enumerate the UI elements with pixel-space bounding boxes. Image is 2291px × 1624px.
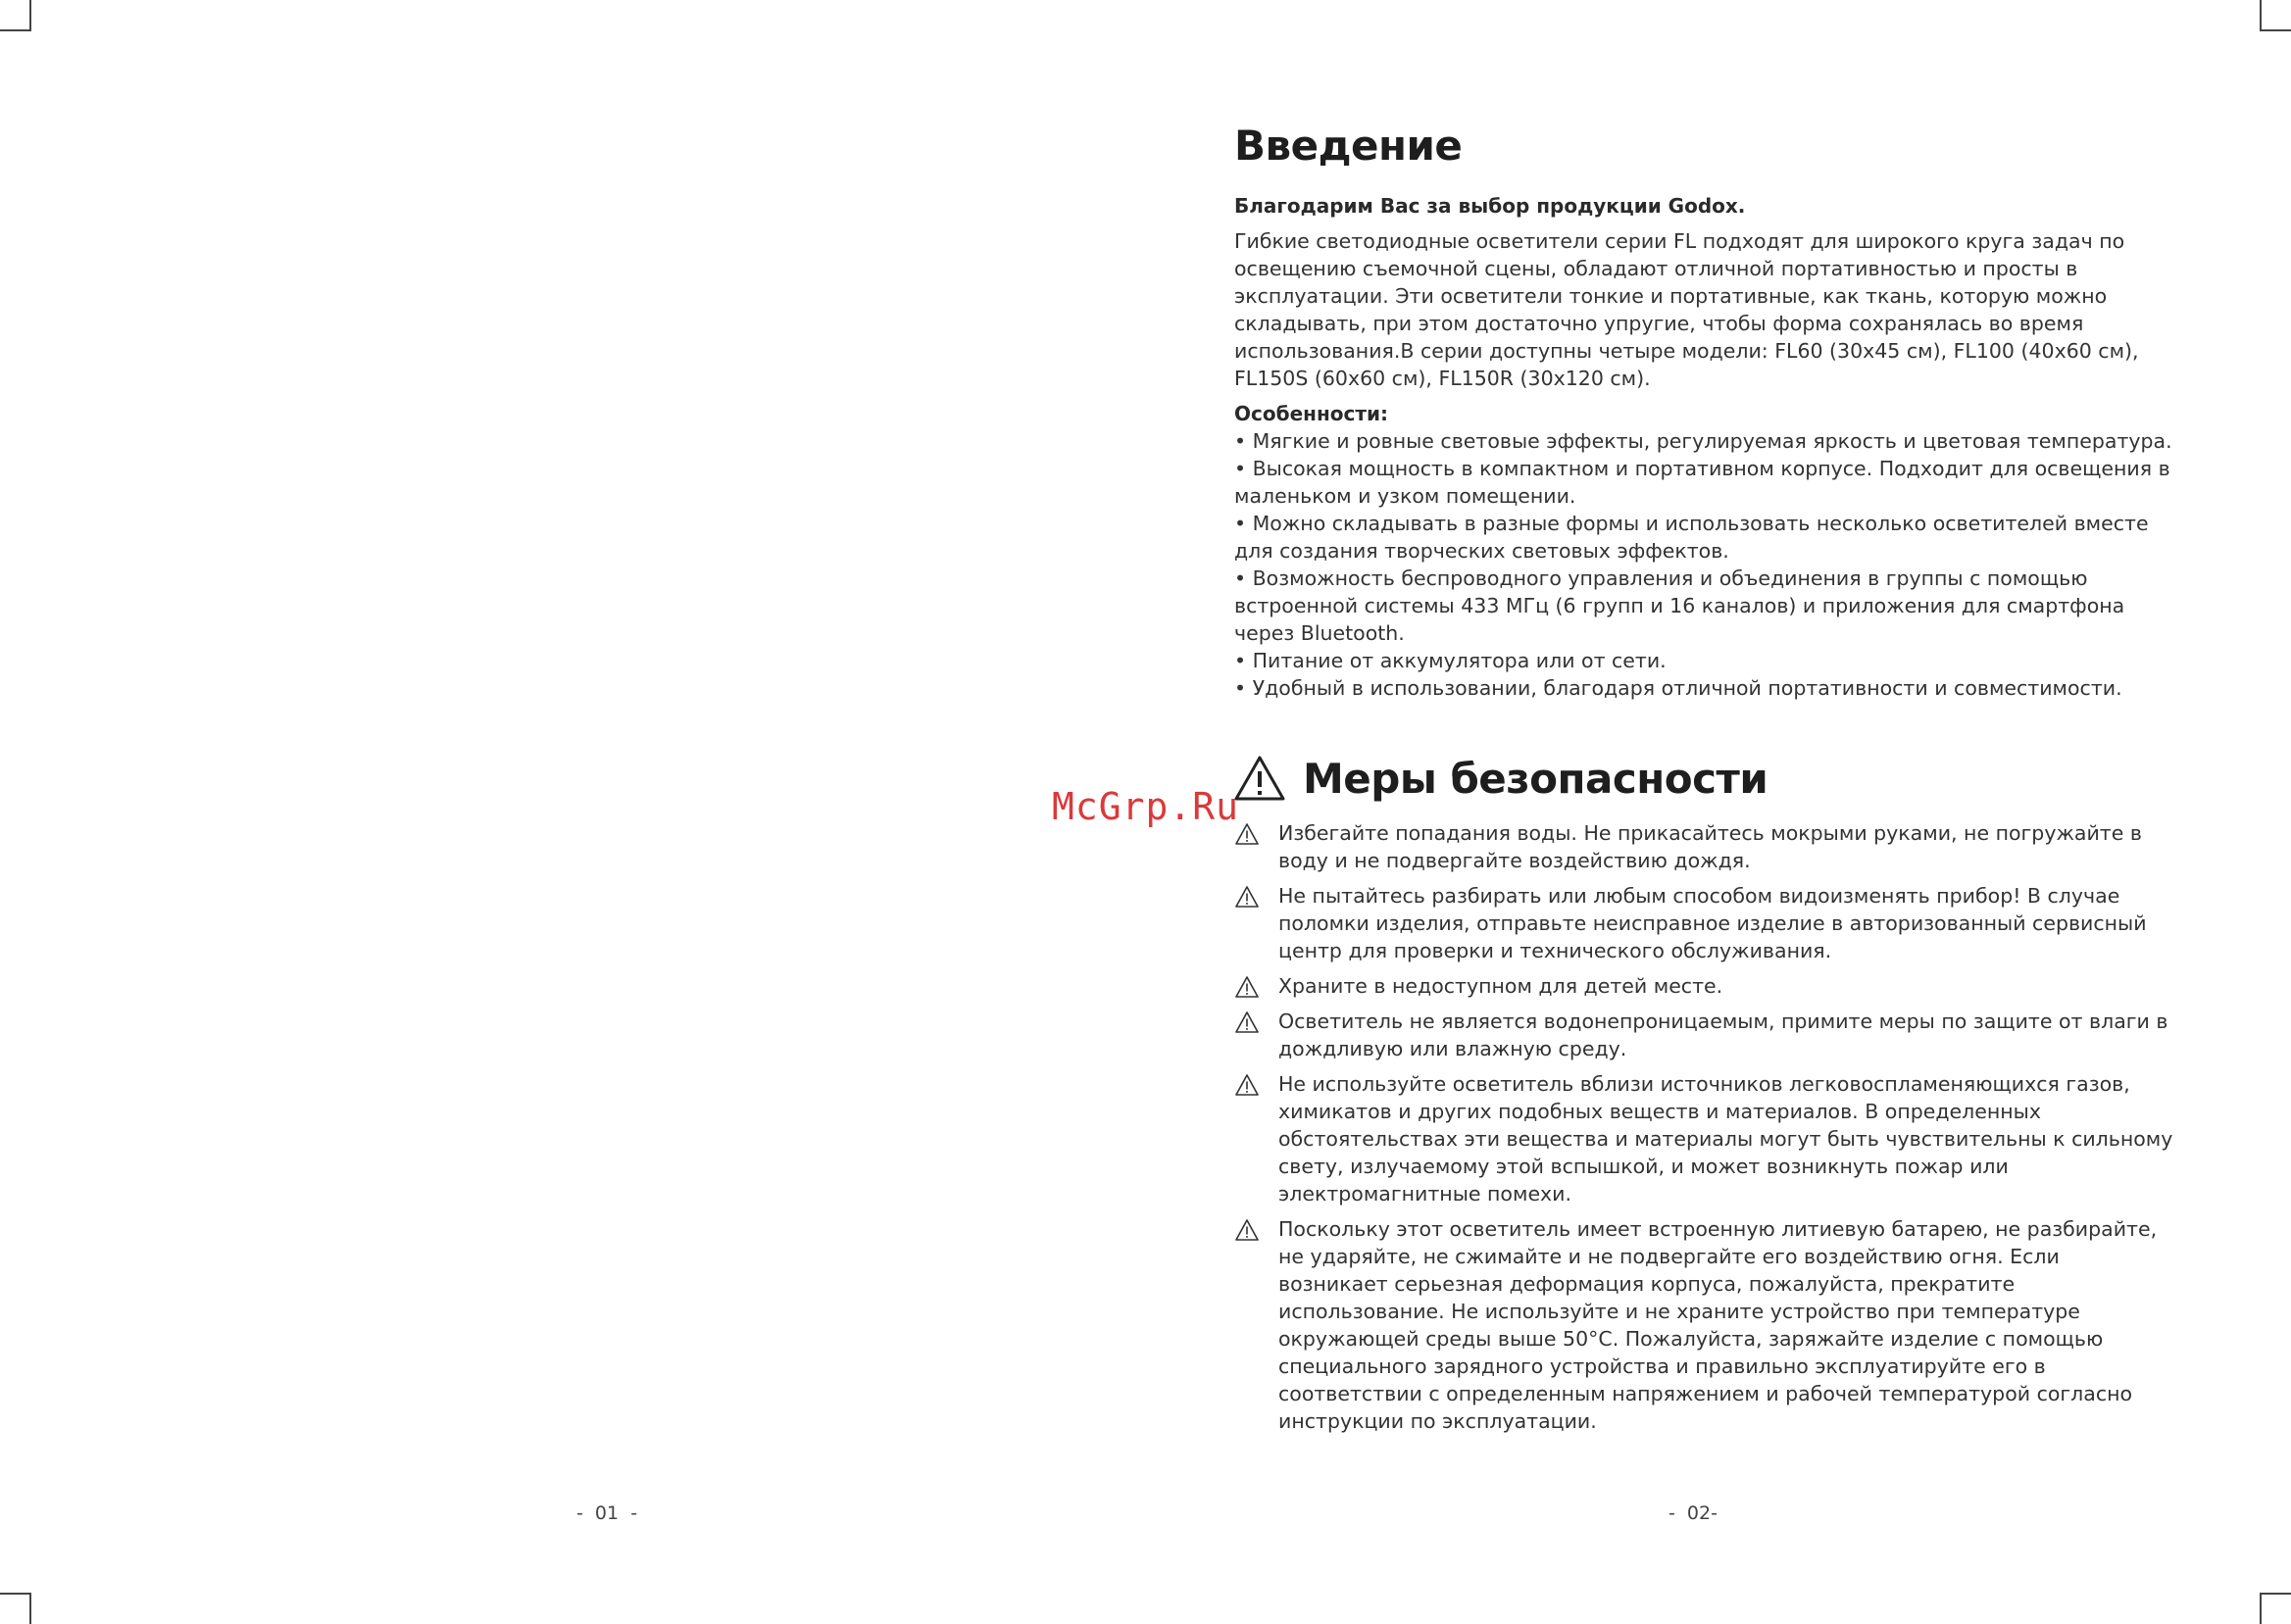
watermark: McGrp.Ru — [1052, 785, 1240, 828]
crop-mark — [0, 1593, 31, 1595]
crop-mark — [2260, 0, 2262, 31]
warning-triangle-icon — [1234, 1010, 1260, 1034]
thanks-line: Благодарим Вас за выбор продукции Godox. — [1234, 194, 1746, 218]
crop-mark — [29, 0, 31, 31]
warning-triangle-icon — [1234, 1218, 1260, 1242]
feature-item: • Питание от аккумулятора или от сети. — [1234, 649, 1667, 672]
warning-triangle-icon — [1234, 975, 1260, 999]
safety-item-text: Не используйте осветитель вблизи источников легковоспламеняющихся газов, химикатов и других подобных веществ и материалов. В определенных обстоятельствах эти вещества и материалы могут быть чувствительны к сильному свету, излучаемому этой вспышкой, и может возникнуть пожар или электромагнитные помехи. — [1278, 1072, 2173, 1206]
safety-item — [1234, 972, 2175, 1000]
safety-item-text: Поскольку этот осветитель имеет встроенную литиевую батарею, не разбирайте, не ударяйте, не сжимайте и не подвергайте его воздействию огня. Если возникает серьезная деформация корпуса, пожалуйста, прекратите использование. Не используйте и не храните устройство при температуре окружающей среды выше 50°C. Пожалуйста, заряжайте изделие с помощью специального зарядного устройства и правильно эксплуатируйте его в соответствии с определенным напряжением и рабочей температурой согласно инструкции по эксплуатации. — [1278, 1217, 2158, 1433]
features-heading: Особенности: — [1234, 402, 1388, 425]
warning-triangle-icon — [1234, 885, 1260, 909]
safety-item — [1234, 819, 2175, 874]
feature-item: • Мягкие и ровные световые эффекты, регулируемая яркость и цветовая температура. — [1234, 429, 2172, 453]
feature-item: • Удобный в использовании, благодаря отличной портативности и совместимости. — [1234, 676, 2122, 700]
safety-item — [1234, 882, 2175, 964]
intro-paragraph: Гибкие светодиодные осветители серии FL подходят для широкого круга задач по освещению съемочной сцены, обладают отличной портативностью и просты в эксплуатации. Эти осветители тонкие и портативные, как ткань, которую можно складывать, при этом достаточно упругие, чтобы форма сохранялась во время использования.В серии доступны четыре модели: FL60 (30x45 см), FL100 (40x60 см), FL150S (60x60 см), FL150R (30x120 см). — [1234, 229, 2139, 390]
safety-item — [1234, 1215, 2175, 1435]
feature-list — [1234, 427, 2175, 702]
crop-mark — [2260, 29, 2291, 31]
intro-title: Введение — [1234, 122, 1463, 170]
safety-list — [1234, 819, 2175, 1443]
safety-title: Меры безопасности — [1303, 755, 1768, 803]
safety-header — [1234, 745, 2175, 813]
intro-section — [1234, 116, 2175, 702]
safety-item — [1234, 1070, 2175, 1207]
feature-item: • Возможность беспроводного управления и объединения в группы с помощью встроенной системы 433 МГц (6 групп и 16 каналов) и приложения для смартфона через Bluetooth. — [1234, 566, 2125, 645]
warning-triangle-icon — [1234, 822, 1260, 846]
crop-mark — [2260, 1593, 2291, 1595]
warning-triangle-icon — [1234, 1073, 1260, 1097]
crop-mark — [29, 1593, 31, 1624]
feature-item: • Можно складывать в разные формы и использовать несколько осветителей вместе для создания творческих световых эффектов. — [1234, 512, 2149, 563]
feature-item: • Высокая мощность в компактном и портативном корпусе. Подходит для освещения в маленьком и узком помещении. — [1234, 457, 2170, 508]
crop-mark — [0, 29, 31, 31]
safety-item — [1234, 1008, 2175, 1062]
safety-item-text: Не пытайтесь разбирать или любым способом видоизменять прибор! В случае поломки изделия, отправьте неисправное изделие в авторизованный сервисный центр для проверки и технического обслуживания. — [1278, 884, 2147, 962]
page-number-left: - 01 - — [576, 1502, 638, 1524]
safety-item-text: Осветитель не является водонепроницаемым, примите меры по защите от влаги в дождливую или влажную среду. — [1278, 1009, 2168, 1060]
crop-mark — [2260, 1593, 2262, 1624]
safety-item-text: Храните в недоступном для детей месте. — [1278, 974, 1723, 998]
warning-triangle-icon — [1234, 755, 1285, 802]
safety-item-text: Избегайте попадания воды. Не прикасайтесь мокрыми руками, не погружайте в воду и не подвергайте воздействию дождя. — [1278, 821, 2142, 872]
page-number-right: - 02- — [1668, 1502, 1718, 1524]
